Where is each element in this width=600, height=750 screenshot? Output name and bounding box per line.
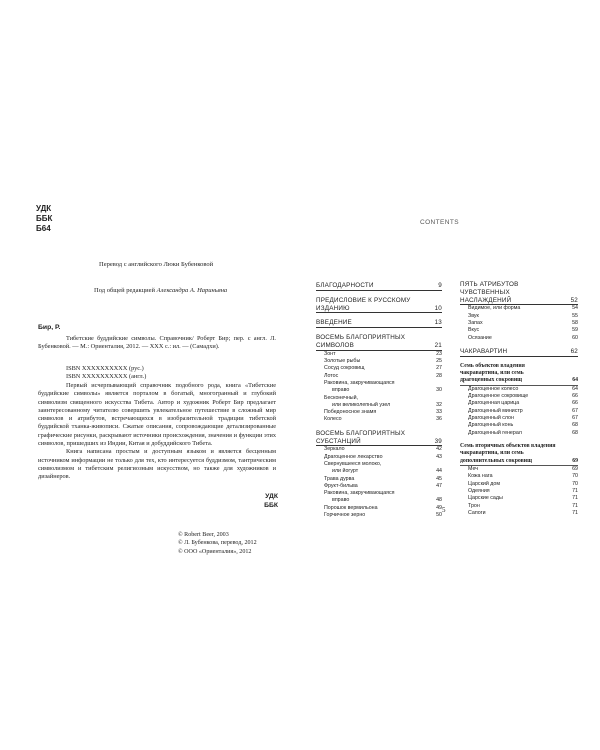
toc-entry-page: 68 — [572, 429, 578, 436]
toc-entry-title: СИМВОЛОВ — [316, 341, 354, 349]
toc-entry-page: 71 — [572, 502, 578, 509]
udk-label-right: УДК — [265, 493, 278, 500]
toc-entry-title: Горчичное зерно — [324, 512, 366, 519]
toc-entry[interactable] — [316, 468, 442, 475]
toc-entry[interactable] — [460, 386, 578, 393]
toc-entry[interactable] — [316, 387, 442, 394]
toc-entry[interactable] — [316, 365, 442, 372]
toc-entry-title: Зеркало — [324, 446, 345, 453]
toc-entry[interactable] — [460, 422, 578, 429]
toc-entry-title: Трава дурва — [324, 475, 355, 482]
toc-entry-title: вправо — [332, 387, 350, 394]
toc-entry[interactable] — [460, 363, 578, 370]
toc-entry-title: Драгоценное колесо — [468, 385, 519, 392]
toc-entry[interactable] — [316, 334, 442, 342]
toc-entry-page: 9 — [438, 282, 442, 289]
author-heading: Бир, Р. — [38, 324, 61, 331]
toc-entry[interactable] — [460, 305, 578, 312]
toc-entry-page: 13 — [434, 319, 442, 327]
right-page — [300, 0, 600, 750]
toc-entry-page: 60 — [572, 334, 578, 341]
toc-entry-title: ВОСЕМЬ БЛАГОПРИЯТНЫХ — [316, 429, 406, 437]
toc-entry[interactable] — [316, 430, 442, 438]
abstract-paragraph: Первый исчерпывающий справочник подобного рода, книга «Тибетские буддийские символы» является порталом в богатый, многогранный и глубокий символизм священного искусства Тибета. Автор и художник Роберт Бир предлагает заинтересованному читателю совершить увлекательное путешествие в сложный мир символов и атрибутов, встречающихся в изобразительной традиции тибетской буддийской тханка-живописи. Сжатые описания, сопровождающие детализированные графические рисунки, раскрывают источники происхождения, значения и функции этих символов, пришедших из Индии, Китая и добуддийского Тибета. — [38, 382, 276, 448]
toc-entry-title: ИЗДАНИЮ — [316, 304, 350, 312]
toc-entry-page: 66 — [572, 393, 578, 400]
toc-entry-page: 52 — [570, 296, 578, 304]
toc-entry-title: БЛАГОДАРНОСТИ — [316, 282, 374, 289]
toc-entry[interactable] — [460, 466, 578, 473]
toc-entry[interactable] — [316, 409, 442, 416]
toc-entry-page: 67 — [572, 415, 578, 422]
toc-entry-page: 64 — [572, 377, 578, 384]
abstract — [38, 382, 276, 482]
toc-entry-title: дополнительных сокровищ — [460, 457, 533, 464]
toc-entry[interactable] — [460, 348, 578, 357]
toc-entry-title: Зонт — [324, 350, 336, 357]
toc-entry-title: ПРЕДИСЛОВИЕ К РУССКОМУ — [316, 296, 411, 304]
toc-entry[interactable] — [460, 495, 578, 502]
toc-entry-title: Звук — [468, 312, 479, 319]
toc-entry[interactable] — [316, 282, 442, 291]
toc-entry[interactable] — [460, 503, 578, 510]
toc-entry-title: Драгоценный конь — [468, 422, 514, 429]
toc-entry-title: Драгоценная царица — [468, 400, 520, 407]
toc-entry[interactable] — [460, 313, 578, 320]
abstract-paragraph: Книга написана простым и доступным языком и является бесценным источником информации не только для тех, кто интересуется буддизмом, тантрическим символизмом и тибетским религиозным искусством, но также для художников и дизайнеров. — [38, 448, 276, 481]
toc-entry[interactable] — [316, 358, 442, 365]
toc-entry[interactable] — [316, 505, 442, 512]
toc-entry[interactable] — [460, 370, 578, 377]
toc-entry[interactable] — [316, 476, 442, 483]
toc-entry-title: Семь объектов владения — [460, 362, 525, 369]
toc-entry-title: или йогурт — [332, 468, 359, 475]
toc-entry-page: 36 — [436, 416, 442, 423]
toc-entry[interactable] — [460, 393, 578, 400]
toc-entry-page: 69 — [572, 457, 578, 464]
toc-entry-title: Фрукт-бильва — [324, 482, 358, 489]
toc-entry[interactable] — [316, 512, 442, 519]
author-code: Б64 — [36, 224, 51, 233]
toc-entry[interactable] — [316, 305, 442, 314]
toc-entry-title: Вкус — [468, 327, 480, 334]
toc-entry-title: или великолепный узел — [332, 401, 391, 408]
toc-entry-title: Видимое, или форма — [468, 305, 521, 312]
toc-entry-page: 71 — [572, 509, 578, 516]
toc-entry[interactable] — [460, 510, 578, 517]
toc-entry[interactable] — [316, 497, 442, 504]
toc-entry-page: 39 — [434, 437, 442, 445]
toc-entry[interactable] — [460, 335, 578, 342]
toc-column-right — [460, 281, 578, 517]
toc-entry-page: 27 — [436, 365, 442, 372]
toc-entry-page: 33 — [436, 409, 442, 416]
toc-entry-title: Драгоценный министр — [468, 407, 523, 414]
toc-entry-page: 45 — [436, 475, 442, 482]
toc-entry-title: драгоценных сокровищ — [460, 377, 523, 384]
toc-entry-title: Победоносное знамя — [324, 409, 377, 416]
udk-bbk-right — [252, 492, 278, 510]
toc-entry-page: 49 — [436, 504, 442, 511]
translator-credit: Перевод с английского Люки Бубенковой — [99, 261, 214, 268]
isbn-eng: ISBN XXXXXXXXXX (англ.) — [66, 373, 147, 381]
toc-entry-title: Бесконечный, — [324, 394, 359, 401]
toc-entry-page: 71 — [572, 495, 578, 502]
toc-entry[interactable] — [460, 377, 578, 385]
toc-entry-title: Свернувшееся молоко, — [324, 460, 382, 467]
isbn-rus: ISBN XXXXXXXXXX (рус.) — [66, 365, 144, 372]
toc-entry-title: СУБСТАНЦИЙ — [316, 437, 361, 445]
toc-entry-page: 28 — [436, 372, 442, 379]
editor-name: Александра А. Нариньяна — [156, 287, 228, 294]
toc-entry[interactable] — [316, 438, 442, 447]
toc-entry-page: 70 — [572, 480, 578, 487]
toc-entry-title: Порошок вермильона — [324, 504, 378, 511]
toc-entry-page: 58 — [572, 319, 578, 326]
toc-entry-title: Драгоценный слон — [468, 415, 514, 422]
toc-entry[interactable] — [316, 402, 442, 409]
bibliographic-description: Тибетские буддийские символы. Справочник/ Роберт Бир; пер. с англ. Л. Бубенковой. — М.: Ориенталия, 2012. — XXX с.: ил. — (Самадхи). — [38, 335, 276, 351]
page-number: 5 — [442, 506, 446, 514]
toc-entry-title: чакравартина, или семь — [460, 370, 524, 377]
toc-entry-page: 23 — [436, 350, 442, 357]
copyright-line: © Robert Beer, 2003 — [178, 532, 229, 538]
copyright-line: © Л. Бубенкова, перевод, 2012 — [178, 540, 257, 547]
bbk-label-right: ББК — [264, 502, 278, 509]
toc-entry-title: ЧАКРАВАРТИН — [460, 347, 508, 355]
toc-entry[interactable] — [316, 446, 442, 453]
toc-entry[interactable] — [316, 342, 442, 351]
toc-entry[interactable] — [316, 351, 442, 358]
udk-block — [36, 204, 52, 234]
toc-entry-page: 44 — [436, 468, 442, 475]
copyright-block — [178, 531, 257, 556]
toc-entry[interactable] — [316, 319, 442, 328]
editor-prefix: Под общей редакцией — [94, 287, 157, 294]
toc-entry-title: Колесо — [324, 416, 342, 423]
toc-entry[interactable] — [460, 443, 578, 450]
toc-entry-page: 55 — [572, 312, 578, 319]
toc-entry-title: Кожа нага — [468, 473, 493, 480]
toc-entry[interactable] — [316, 395, 442, 402]
toc-entry-page: 25 — [436, 358, 442, 365]
toc-entry-title: ВОСЕМЬ БЛАГОПРИЯТНЫХ — [316, 334, 406, 342]
toc-entry-title: Меч — [468, 466, 479, 473]
editor-credit — [94, 287, 227, 294]
toc-entry-page: 30 — [436, 387, 442, 394]
toc-entry[interactable] — [460, 458, 578, 466]
toc-entry-page: 67 — [572, 407, 578, 414]
toc-entry-title: ЧУВСТВЕННЫХ — [460, 288, 510, 296]
toc-entry[interactable] — [460, 408, 578, 415]
toc-entry-page: 48 — [436, 497, 442, 504]
toc-entry-page: 21 — [434, 341, 442, 349]
toc-entry-title: чакравартина, или семь — [460, 450, 524, 457]
toc-entry[interactable] — [460, 400, 578, 407]
toc-entry-title: Одеяния — [468, 488, 490, 495]
toc-entry-title: Раковина, закручивающаяся — [324, 490, 395, 497]
toc-entry-title: Царский дом — [468, 480, 500, 487]
toc-entry-title: Царские сады — [468, 495, 503, 502]
toc-column-left — [316, 282, 442, 519]
toc-entry-title: Запах — [468, 319, 483, 326]
udk-label: УДК — [36, 204, 52, 213]
toc-entry-title: Золотые рыбы — [324, 358, 361, 365]
toc-entry-title: НАСЛАЖДЕНИЙ — [460, 296, 512, 304]
toc-entry-page: 62 — [570, 347, 578, 355]
toc-entry[interactable] — [460, 488, 578, 495]
contents-title: CONTENTS — [420, 219, 459, 226]
toc-entry-page: 32 — [436, 401, 442, 408]
toc-entry[interactable] — [460, 297, 578, 306]
toc-entry-title: Сосуд сокровищ — [324, 365, 365, 372]
toc-entry[interactable] — [316, 416, 442, 423]
toc-entry[interactable] — [460, 473, 578, 480]
toc-entry-title: Семь вторичных объектов владения — [460, 442, 556, 449]
toc-entry-title: вправо — [332, 497, 350, 504]
toc-entry-page: 50 — [436, 512, 442, 519]
bbk-label: ББК — [36, 214, 53, 223]
toc-entry[interactable] — [460, 430, 578, 437]
toc-entry-title: ВВЕДЕНИЕ — [316, 319, 352, 327]
toc-entry-page: 64 — [572, 385, 578, 392]
toc-entry[interactable] — [460, 289, 578, 297]
toc-entry-page: 43 — [436, 453, 442, 460]
toc-entry-title: Осязание — [468, 334, 492, 341]
toc-entry[interactable] — [460, 481, 578, 488]
toc-entry[interactable] — [316, 297, 442, 305]
toc-entry-title: Трон — [468, 502, 480, 509]
toc-entry-title: Драгоценное сокровище — [468, 393, 529, 400]
toc-entry-page: 69 — [572, 466, 578, 473]
toc-entry[interactable] — [460, 450, 578, 457]
toc-entry-page: 66 — [572, 400, 578, 407]
toc-entry-title: Драгоценное лекарство — [324, 453, 383, 460]
toc-entry-page: 42 — [436, 446, 442, 453]
toc-entry-page: 70 — [572, 473, 578, 480]
toc-entry[interactable] — [460, 281, 578, 289]
toc-entry[interactable] — [316, 454, 442, 461]
toc-entry[interactable] — [316, 483, 442, 490]
toc-entry[interactable] — [316, 373, 442, 380]
toc-entry[interactable] — [316, 490, 442, 497]
toc-entry-page: 47 — [436, 482, 442, 489]
toc-entry[interactable] — [460, 327, 578, 334]
toc-entry-title: Драгоценный генерал — [468, 429, 522, 436]
toc-entry[interactable] — [460, 320, 578, 327]
toc-entry-page: 59 — [572, 327, 578, 334]
toc-entry-title: Лотос — [324, 372, 339, 379]
toc-entry-title: ПЯТЬ АТРИБУТОВ — [460, 281, 519, 288]
toc-entry-page: 10 — [434, 304, 442, 312]
toc-entry[interactable] — [316, 380, 442, 387]
toc-entry-page: 71 — [572, 488, 578, 495]
toc-entry-title: Раковина, закручивающаяся — [324, 379, 395, 386]
isbn-block — [66, 365, 146, 382]
toc-entry-title: Сапоги — [468, 509, 486, 516]
toc-entry-page: 54 — [572, 305, 578, 312]
copyright-line: © ООО «Ориенталия», 2012 — [178, 548, 252, 555]
toc-entry-page: 68 — [572, 422, 578, 429]
